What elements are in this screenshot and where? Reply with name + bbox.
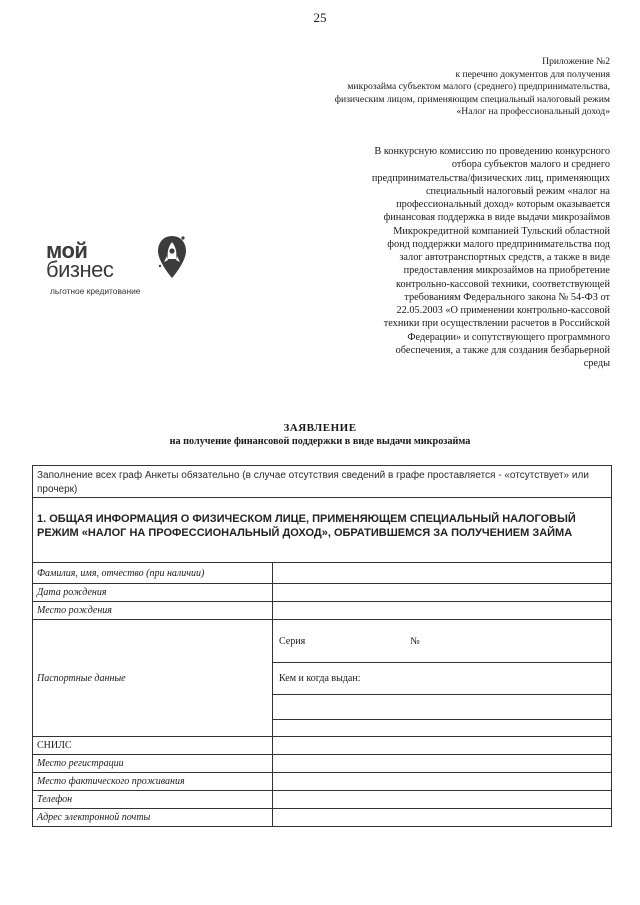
birth-date-field[interactable] (273, 584, 611, 601)
fio-label: Фамилия, имя, отчество (при наличии) (33, 563, 273, 583)
moy-biznes-logo (38, 230, 188, 300)
addressee-line: среды (583, 358, 610, 369)
addressee-line: требованиям Федерального закона № 54-ФЗ от (404, 291, 610, 303)
passport-series-cell[interactable] (273, 620, 611, 663)
phone-field[interactable] (273, 791, 611, 808)
appendix-header (230, 56, 610, 119)
passport-issued-label: Кем и когда выдан: (279, 673, 361, 684)
section-1-heading: 1. ОБЩАЯ ИНФОРМАЦИЯ О ФИЗИЧЕСКОМ ЛИЦЕ, ПРИМЕНЯЮЩЕМ СПЕЦИАЛЬНЫЙ НАЛОГОВЫЙ РЕЖИМ «НАЛОГ НА ПРОФЕССИОНАЛЬНЫЙ ДОХОД», ОБРАТИВШЕМСЯ ЗА ПОЛУЧЕНИЕМ ЗАЙМА (33, 498, 611, 563)
passport-extra-line[interactable] (273, 695, 611, 720)
snils-row (33, 737, 611, 755)
addressee-line: предоставления микрозаймов на приобретение (403, 265, 610, 277)
fio-field[interactable] (273, 563, 611, 583)
registration-field[interactable] (273, 755, 611, 772)
page-number: 25 (313, 10, 327, 25)
snils-label: СНИЛС (33, 737, 273, 754)
addressee-line: Микрокредитной компанией Тульский областной (393, 225, 610, 237)
email-label: Адрес электронной почты (33, 809, 273, 826)
appendix-line: «Налог на профессиональный доход» (456, 106, 610, 118)
logo-word-1: мой (46, 238, 88, 263)
snils-field[interactable] (273, 737, 611, 754)
appendix-line: Приложение №2 (542, 56, 610, 67)
birth-place-row (33, 602, 611, 620)
passport-label: Паспортные данные (33, 620, 273, 736)
appendix-line: физическим лицом, применяющим специальный налоговый режим (334, 93, 610, 105)
passport-fields (273, 620, 611, 736)
logo-word-2: бизнес (46, 257, 114, 282)
addressee-line: Федерации» и сопутствующего программного (407, 331, 610, 343)
addressee-line: предпринимательства/физических лиц, применяющих (371, 172, 610, 184)
passport-extra-line[interactable] (273, 720, 611, 736)
residence-label: Место фактического проживания (33, 773, 273, 790)
registration-row (33, 755, 611, 773)
appendix-line: микрозайма субъектом малого (среднего) предпринимательства, (347, 81, 610, 93)
passport-number-label: № (410, 635, 420, 647)
addressee-line: техники при осуществлении расчетов в Российской (383, 318, 610, 330)
application-form-table (32, 465, 612, 827)
phone-row (33, 791, 611, 809)
form-subtitle: на получение финансовой поддержки в виде выдачи микрозайма (169, 436, 471, 447)
logo-subtitle: льготное кредитование (50, 286, 141, 296)
appendix-line: к перечню документов для получения (455, 68, 610, 80)
addressee-line: контрольно-кассовой техники, соответствующей (395, 278, 610, 290)
birth-date-label: Дата рождения (33, 584, 273, 601)
passport-row (33, 620, 611, 737)
birth-date-row (33, 584, 611, 602)
addressee-line: 22.05.2003 «О применении контрольно-кассовой (396, 305, 610, 316)
phone-label: Телефон (33, 791, 273, 808)
form-instruction: Заполнение всех граф Анкеты обязательно (в случае отсутствия сведений в графе проставляется - «отсутствует» или прочерк) (33, 466, 611, 498)
addressee-line: отбора субъектов малого и среднего (451, 159, 610, 171)
birth-place-label: Место рождения (33, 602, 273, 619)
addressee-line: обеспечения, а также для создания безбарьерной (395, 344, 610, 356)
addressee-line: В конкурсную комиссию по проведению конкурсного (374, 146, 610, 157)
birth-place-field[interactable] (273, 602, 611, 619)
addressee-line: фонд поддержки малого предпринимательства под (387, 238, 610, 250)
residence-row (33, 773, 611, 791)
addressee-line: специальный налоговый режим «налог на (425, 185, 610, 197)
registration-label: Место регистрации (33, 755, 273, 772)
addressee-line: финансовая поддержка в виде выдачи микрозаймов (383, 212, 610, 224)
addressee-block (310, 145, 610, 370)
form-title: ЗАЯВЛЕНИЕ (283, 422, 357, 434)
email-field[interactable] (273, 809, 611, 826)
passport-issued-cell[interactable] (273, 663, 611, 695)
email-row (33, 809, 611, 826)
residence-field[interactable] (273, 773, 611, 790)
addressee-line: профессиональный доход» которым оказывается (396, 199, 610, 210)
location-pin-rocket-icon (156, 232, 188, 292)
fio-row (33, 563, 611, 584)
addressee-line: залог автотранспортных средств, а также в виде (399, 252, 610, 263)
passport-series-label: Серия (279, 635, 306, 647)
